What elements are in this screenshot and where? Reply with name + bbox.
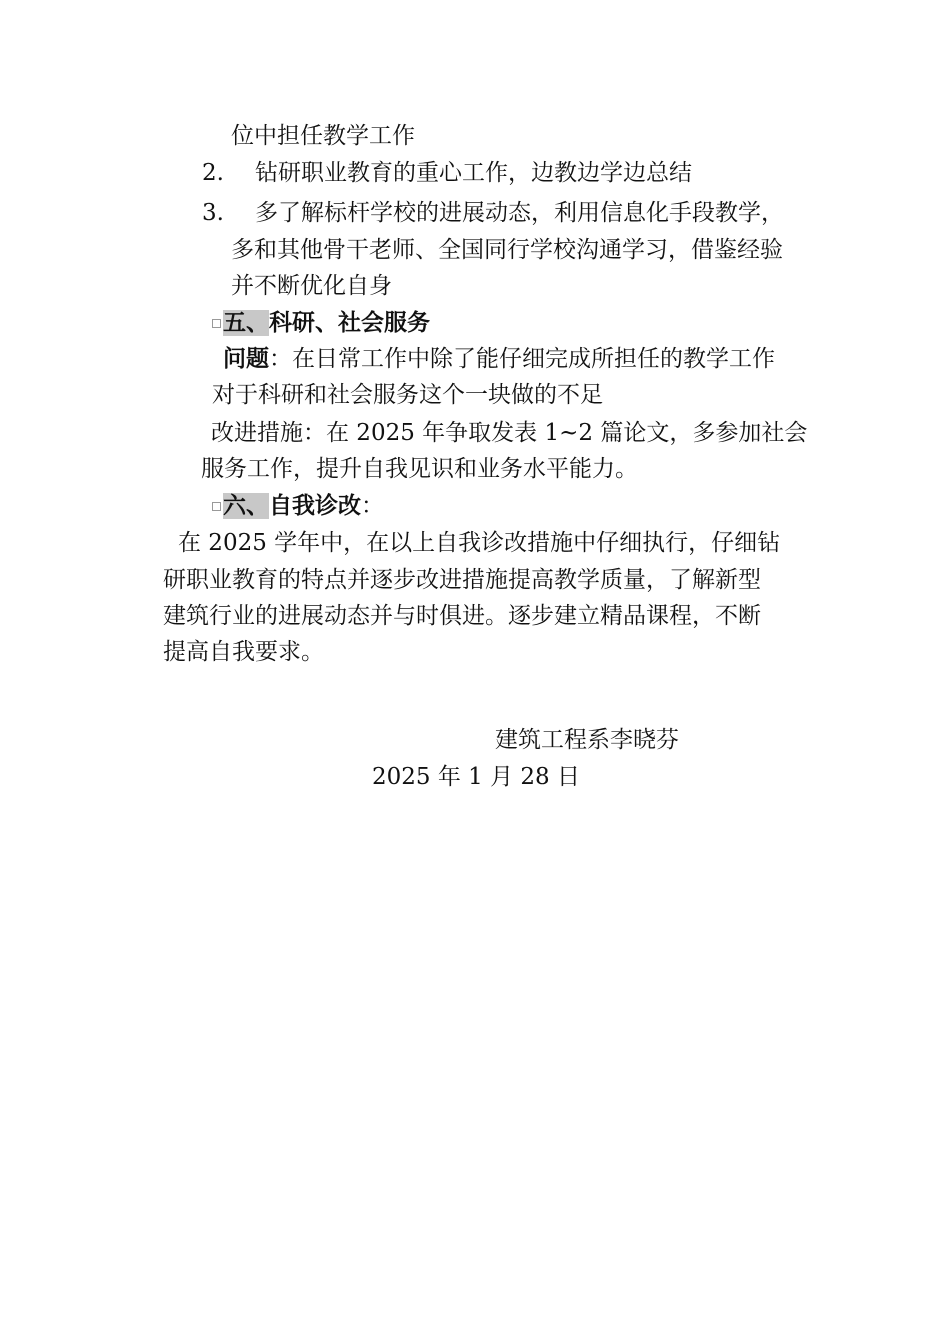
problem-line-2: 对于科研和社会服务这个一块做的不足 <box>212 382 603 408</box>
summary-line-2: 研职业教育的特点并逐步改进措施提高教学质量，了解新型 <box>163 567 761 593</box>
paragraph-marker-icon <box>212 502 221 511</box>
summary-line-4: 提高自我要求。 <box>163 639 324 665</box>
list-item-3-line2: 多和其他骨干老师、全国同行学校沟通学习，借鉴经验 <box>231 237 783 263</box>
section-5-heading <box>212 308 430 338</box>
section-6-heading <box>212 491 384 521</box>
section-5-number: 五、 <box>223 310 269 336</box>
list-number-3: 3. <box>202 200 224 226</box>
problem-line-1 <box>223 344 775 374</box>
list-item-3-line3: 并不断优化自身 <box>231 273 392 299</box>
list-item-3-line1: 多了解标杆学校的进展动态，利用信息化手段教学， <box>255 200 784 226</box>
section-6-number: 六、 <box>223 493 269 519</box>
summary-line-3: 建筑行业的进展动态并与时俱进。逐步建立精品课程，不断 <box>163 603 761 629</box>
section-6-colon: ： <box>361 493 384 519</box>
summary-line-1: 在 2025 学年中，在以上自我诊改措施中仔细执行，仔细钻 <box>178 530 781 556</box>
signature-name: 建筑工程系李晓芬 <box>495 727 679 753</box>
section-5-title: 科研、社会服务 <box>269 310 430 336</box>
section-6-title: 自我诊改 <box>269 493 361 519</box>
problem-text-1: ：在日常工作中除了能仔细完成所担任的教学工作 <box>269 346 775 372</box>
list-continuation-line: 位中担任教学工作 <box>231 123 415 149</box>
paragraph-marker-icon <box>212 319 221 328</box>
improve-line-1: 改进措施：在 2025 年争取发表 1~2 篇论文，多参加社会 <box>211 420 808 446</box>
list-item-2-text: 钻研职业教育的重心工作，边教边学边总结 <box>255 160 692 186</box>
problem-label: 问题 <box>223 346 269 372</box>
list-number-2: 2. <box>202 160 224 186</box>
signature-date: 2025 年 1 月 28 日 <box>372 764 580 790</box>
improve-line-2: 服务工作，提升自我见识和业务水平能力。 <box>201 456 638 482</box>
